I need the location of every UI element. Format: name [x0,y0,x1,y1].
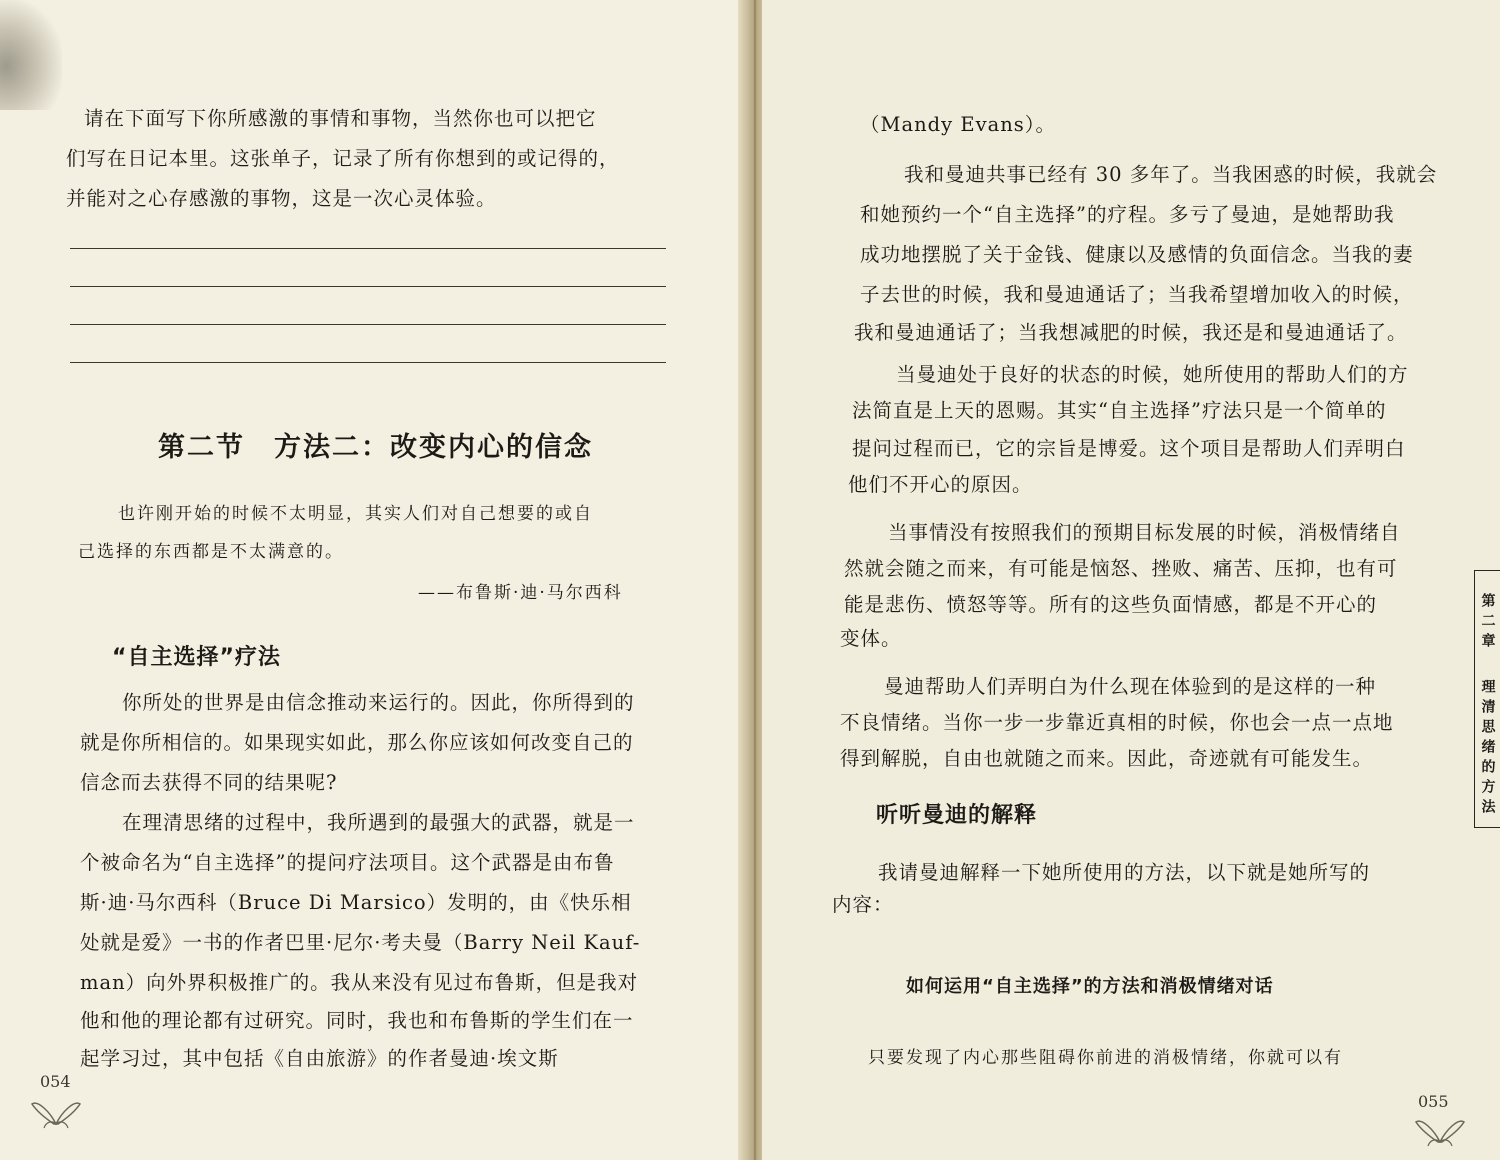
right-para6-line-1: 只要发现了内心那些阻碍你前进的消极情绪，你就可以有 [868,1048,1343,1068]
intro-line-1: 请在下面写下你所感激的事情和事物，当然你也可以把它 [84,107,597,130]
right-subheading: 听听曼迪的解释 [876,803,1038,828]
quote-line-1: 也许刚开始的时候不太明显，其实人们对自己想要的或自 [118,504,593,524]
right-para3-line-1: 当事情没有按照我们的预期目标发展的时候，消极情绪自 [888,521,1401,544]
right-para3-line-3: 能是悲伤、愤怒等等。所有的这些负面情感，都是不开心的 [844,593,1378,616]
para2-line-1: 在理清思绪的过程中，我所遇到的最强大的武器，就是一 [122,811,635,834]
intro-line-2: 们写在日记本里。这张单子，记录了所有你想到的或记得的， [66,147,620,170]
para1-line-2: 就是你所相信的。如果现实如此，那么你应该如何改变自己的 [80,731,634,754]
subheading: “自主选择”疗法 [112,645,281,670]
para1-line-1: 你所处的世界是由信念推动来运行的。因此，你所得到的 [122,691,635,714]
quote-line-2: 己选择的东西都是不太满意的。 [78,542,344,562]
right-page [762,0,1500,1160]
quote-attribution: ——布鲁斯·迪·马尔西科 [418,583,623,603]
para1-line-3: 信念而去获得不同的结果呢? [80,771,338,794]
right-para4-line-3: 得到解脱，自由也就随之而来。因此，奇迹就有可能发生。 [840,747,1374,770]
page-number-left: 054 [40,1072,71,1091]
right-para2-line-3: 提问过程而已，它的宗旨是博爱。这个项目是帮助人们弄明白 [852,437,1406,460]
left-page [0,0,748,1160]
right-para3-line-4: 变体。 [840,627,902,650]
intro-line-3: 并能对之心存感激的事物，这是一次心灵体验。 [66,187,497,210]
right-para1-line-2: 和她预约一个“自主选择”的疗程。多亏了曼迪，是她帮助我 [860,203,1395,226]
right-para5-line-1: 我请曼迪解释一下她所使用的方法，以下就是她所写的 [878,861,1371,884]
para2-line-2: 个被命名为“自主选择”的提问疗法项目。这个武器是由布鲁 [80,851,615,874]
right-para4-line-2: 不良情绪。当你一步一步靠近真相的时候，你也会一点一点地 [840,711,1394,734]
chapter-tab-title: 理清思绪的方法 [1479,679,1496,819]
right-para1-line-3: 成功地摆脱了关于金钱、健康以及感情的负面信念。当我的妻 [860,243,1414,266]
right-para2-line-1: 当曼迪处于良好的状态的时候，她所使用的帮助人们的方 [896,363,1409,386]
para2-line-3: 斯·迪·马尔西科（Bruce Di Marsico）发明的，由《快乐相 [80,891,632,914]
right-para5-line-2: 内容： [832,893,894,916]
butterfly-ornament-icon [1414,1112,1466,1148]
right-para1-line-4: 子去世的时候，我和曼迪通话了；当我希望增加收入的时候， [860,283,1414,306]
right-para2-line-2: 法简直是上天的恩赐。其实“自主选择”疗法只是一个简单的 [852,399,1387,422]
right-para2-line-4: 他们不开心的原因。 [848,473,1033,496]
para2-line-6: 他和他的理论都有过研究。同时，我也和布鲁斯的学生们在一 [80,1009,634,1032]
para2-line-7: 起学习过，其中包括《自由旅游》的作者曼迪·埃文斯 [80,1047,559,1070]
writing-line-1 [70,248,666,249]
writing-line-3 [70,324,666,325]
writing-line-4 [70,362,666,363]
page-number-right: 055 [1418,1092,1449,1111]
para2-line-5: man）向外界积极推广的。我从来没有见过布鲁斯，但是我对 [80,971,639,994]
inner-heading: 如何运用“自主选择”的方法和消极情绪对话 [906,976,1274,997]
para2-line-4: 处就是爱》一书的作者巴里·尼尔·考夫曼（Barry Neil Kauf- [80,931,641,954]
right-para4-line-1: 曼迪帮助人们弄明白为什么现在体验到的是这样的一种 [884,675,1377,698]
chapter-side-tab [1474,570,1500,828]
section-title: 第二节 方法二：改变内心的信念 [158,432,593,463]
right-para1-line-5: 我和曼迪通话了；当我想减肥的时候，我还是和曼迪通话了。 [854,321,1408,344]
right-para3-line-2: 然就会随之而来，有可能是恼怒、挫败、痛苦、压抑，也有可 [844,557,1398,580]
corner-ornament-icon [0,0,62,110]
writing-line-2 [70,286,666,287]
right-para0-line-1: （Mandy Evans）。 [860,113,1057,136]
chapter-tab-chapter: 第二章 [1479,593,1496,653]
right-para1-line-1: 我和曼迪共事已经有 30 多年了。当我困惑的时候，我就会 [904,163,1438,186]
butterfly-ornament-icon [30,1094,82,1130]
